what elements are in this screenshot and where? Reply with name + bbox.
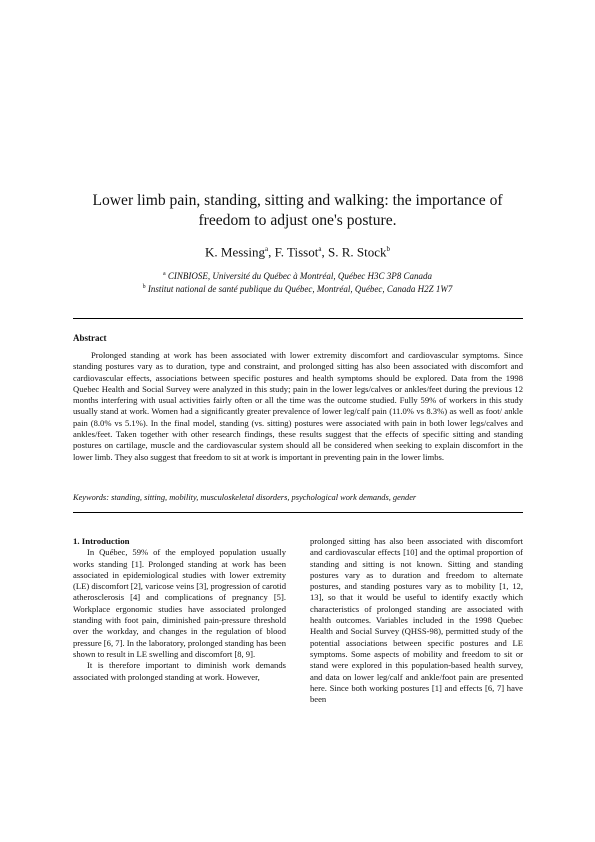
author-affil-mark: a <box>264 245 269 253</box>
abstract-heading: Abstract <box>73 333 107 343</box>
title-line-1: Lower limb pain, standing, sitting and walking: the importance of <box>92 192 503 209</box>
intro-paragraph-continued: prolonged sitting has also been associated with discomfort and cardiovascular effects [10] and the optimal proportion of standing and sitting is not known. Sitting and standing postures vary as to duration and freedom to alternate postures, and standing postures vary as to mobility [1, 12, 13], so that it would be useful to identify exactly which characteristics of prolonged standing are associated with health outcomes. Variables included in the 1998 Quebec Health and Social Survey (QHSS-98), permitted study of the potential associations between specific postures and LE symptoms. Some aspects of mobility and freedom to sit or stand were explored in this population-based health survey, and data on lower leg/calf and ankle/foot pain are presented here. Since both working postures [1] and effects [6, 7] have been <box>310 536 523 705</box>
affiliation <box>60 268 535 282</box>
section-heading-introduction: 1. Introduction <box>73 536 130 546</box>
author-affil-mark: b <box>386 245 390 253</box>
author-name: S. R. Stock <box>327 244 387 260</box>
intro-paragraph-2: It is therefore important to diminish work demands associated with prolonged standing at work. However, <box>73 660 286 682</box>
affiliation-mark: b <box>142 284 146 290</box>
right-column <box>310 536 523 705</box>
affiliation-text: CINBIOSE, Université du Québec à Montréal, Québec H3C 3P8 Canada <box>167 271 433 281</box>
author-affil-mark: a <box>318 245 322 253</box>
author-name: F. Tissot <box>274 244 319 260</box>
title-line-2: freedom to adjust one's posture. <box>198 212 397 229</box>
affiliation-text: Institut national de santé publique du Québec, Montréal, Québec, Canada H2Z 1W7 <box>147 284 453 294</box>
paper-title <box>60 191 535 231</box>
abstract-text: Prolonged standing at work has been associated with lower extremity discomfort and cardiovascular symptoms. Since standing postures vary as to duration, type and constraint, and prolonged sitting has also been associated with discomfort and cardiovascular effects, associations between specific postures and health symptoms should be explored. Data from the 1998 Quebec Health and Social Survey were analyzed in this study; pain in the lower legs/calves or ankles/feet during the previous 12 months interfering with usual activities fairly often or all the time was the outcome studied. Fully 59% of workers in this study usually stand at work. Women had a significantly greater prevalence of lower leg/calf pain (11.0% vs 8.3%) as well as foot/ ankle pain (8.0% vs 5.1%). In the final model, standing (vs. sitting) postures were associated with pain in both lower legs/calves and ankles/feet. Taken together with other research findings, these results suggest that the effects of specific sitting and standing postures on cartilage, muscle and the cardiovascular system should all be considered when seeking to explain discomfort in the lower limb. They also suggest that freedom to sit at work is important in preventing pain in the lower limbs. <box>73 350 523 462</box>
author-list: K. Messing$^a$, F. Tissot$^a$, S. R. Stock$^b$ <box>205 244 390 260</box>
keywords: Keywords: standing, sitting, mobility, musculoskeletal disorders, psychological work demands, gender <box>73 493 417 502</box>
intro-paragraph-1: In Québec, 59% of the employed population usually works standing [1]. Prolonged standing at work has been associated in epidemiological studies with lower extremity (LE) discomfort [2], varicose veins [3], progression of carotid atherosclerosis [4] and complications of pregnancy [5]. Workplace ergonomic studies have associated prolonged standing with foot pain, diminished pain-pressure threshold over the workday, and changes in the regulation of blood pressure [6, 7]. In the laboratory, prolonged standing has been shown to result in LE swelling and discomfort [8, 9]. <box>73 547 286 659</box>
author-name: K. Messing <box>205 244 265 260</box>
left-column <box>73 536 286 683</box>
bottom-divider <box>73 512 523 513</box>
affiliation <box>60 281 535 295</box>
top-divider <box>73 318 523 319</box>
affiliation-mark: a <box>162 271 166 277</box>
